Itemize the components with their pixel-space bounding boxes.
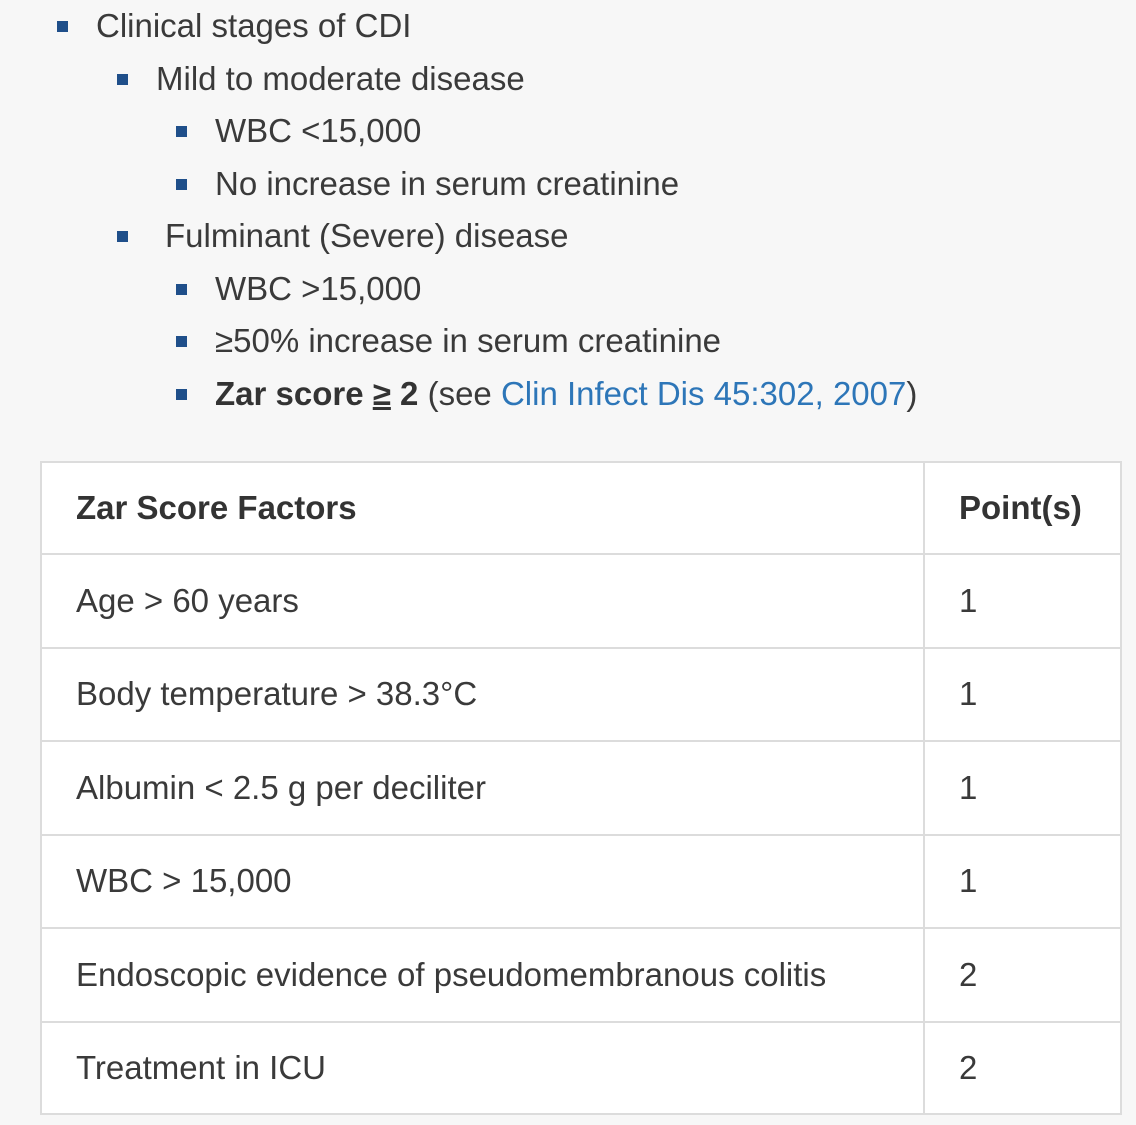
points-cell: 2 [924, 928, 1120, 1022]
points-cell: 1 [924, 835, 1120, 929]
square-bullet-icon [117, 74, 128, 85]
list-item-text: ≥50% increase in serum creatinine [215, 322, 722, 359]
square-bullet-icon [176, 389, 187, 400]
list-item-text [215, 374, 917, 414]
table-row [42, 741, 1120, 835]
zar-score-label [215, 375, 418, 412]
square-bullet-icon [176, 284, 187, 295]
table-row [42, 1022, 1120, 1113]
list-item-text: No increase in serum creatinine [215, 165, 680, 202]
square-bullet-icon [176, 126, 187, 137]
points-cell: 2 [924, 1022, 1120, 1113]
table-row [42, 554, 1120, 648]
points-cell: 1 [924, 648, 1120, 742]
factor-cell: Endoscopic evidence of pseudomembranous colitis [42, 928, 924, 1022]
square-bullet-icon [117, 231, 128, 242]
square-bullet-icon [176, 336, 187, 347]
square-bullet-icon [57, 21, 68, 32]
factor-cell: Body temperature > 38.3°C [42, 648, 924, 742]
list-item-text: WBC <15,000 [215, 112, 422, 149]
list-item-text: Fulminant (Severe) disease [165, 217, 569, 254]
factor-cell: Albumin < 2.5 g per deciliter [42, 741, 924, 835]
factor-cell: Treatment in ICU [42, 1022, 924, 1113]
citation-link[interactable]: Clin Infect Dis 45:302, 2007 [500, 375, 907, 412]
close-paren: ) [906, 375, 918, 412]
table-row [42, 648, 1120, 742]
table-header-row [42, 463, 1120, 554]
factor-cell: Age > 60 years [42, 554, 924, 648]
list-item-text: Mild to moderate disease [156, 60, 525, 97]
zar-score-table [40, 461, 1122, 1115]
list-item-text: Clinical stages of CDI [96, 7, 412, 44]
header-factors: Zar Score Factors [42, 463, 924, 554]
table-row [42, 835, 1120, 929]
square-bullet-icon [176, 179, 187, 190]
points-cell: 1 [924, 554, 1120, 648]
zar-ge-symbol: ≥ [372, 375, 391, 412]
header-points: Point(s) [924, 463, 1120, 554]
zar-score-value: 2 [390, 375, 419, 412]
table-row [42, 928, 1120, 1022]
factor-cell: WBC > 15,000 [42, 835, 924, 929]
list-item-text: WBC >15,000 [215, 270, 422, 307]
zar-score-prefix: Zar score [215, 375, 373, 412]
see-text: (see [418, 375, 501, 412]
zar-score-table-grid [42, 463, 1120, 1113]
points-cell: 1 [924, 741, 1120, 835]
